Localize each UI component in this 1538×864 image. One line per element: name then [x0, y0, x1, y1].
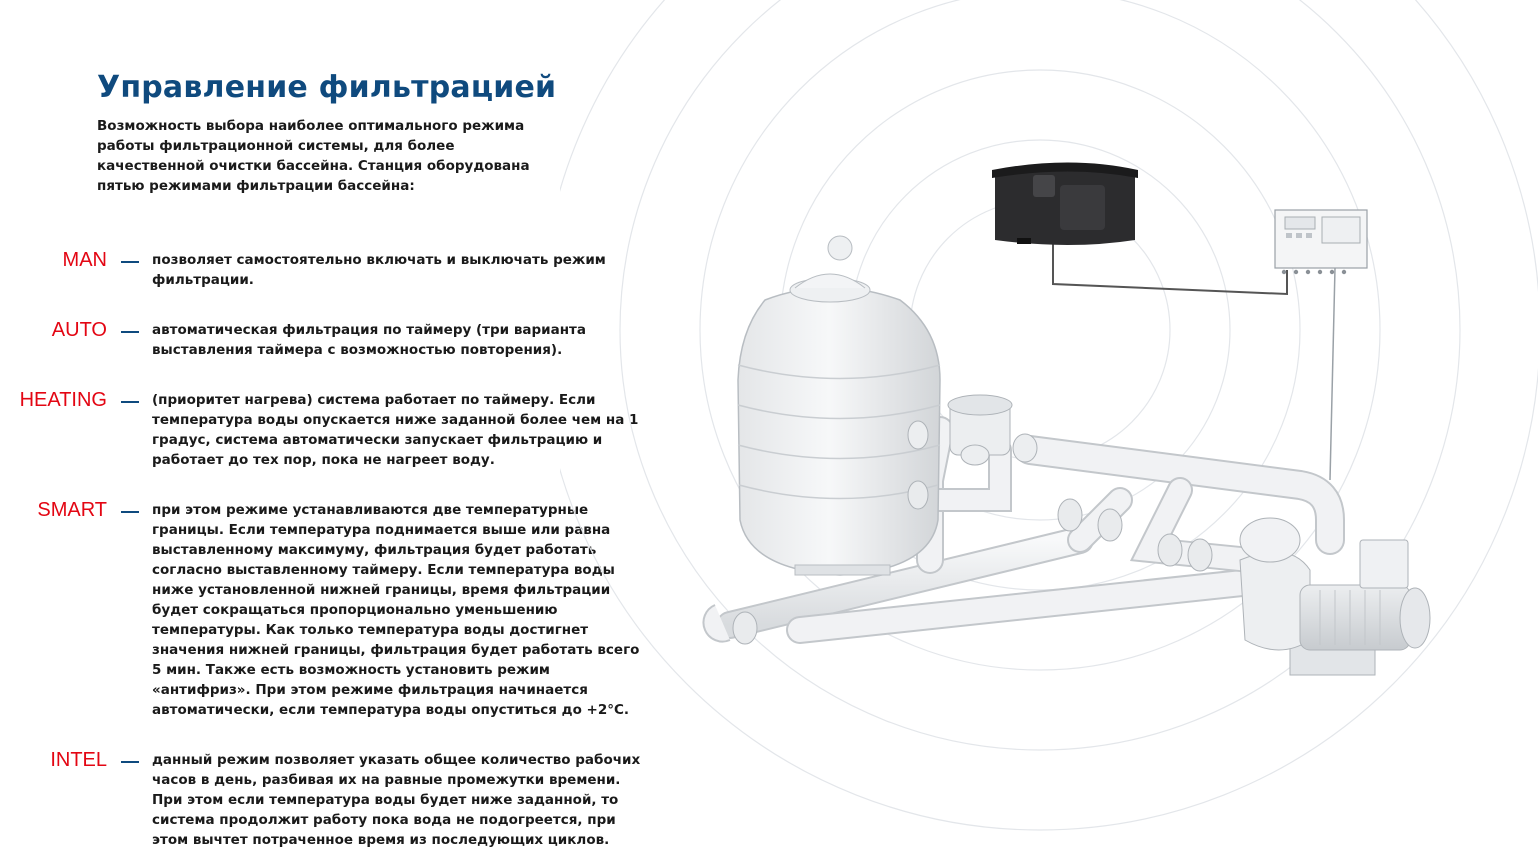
controller-unit	[1275, 210, 1367, 274]
mode-name: MAN	[62, 249, 107, 271]
page-title: Управление фильтрацией	[97, 70, 557, 105]
dash-divider	[121, 511, 139, 513]
dash-divider	[121, 401, 139, 403]
mode-description: при этом режиме устанавливаются две температурные границы. Если температура поднимается выше или равна выставленному максимуму, фильтрация будет работать согласно выставленному таймеру. Если температура воды ниже установленной нижней границы, время фильтрации будет сокращаться пропорционально уменьшению температуры. Как только температура воды достигнет значения нижней границы, фильтрация будет работать всего 5 мин. Также есть возможность установить режим «антифриз». При этом режиме фильтрация начинается автоматически, если температура воды опуститься до +2°С.	[152, 502, 640, 718]
dash-divider	[121, 331, 139, 333]
mode-description: данный режим позволяет указать общее количество рабочих часов в день, разбивая их на равные промежутки времени. При этом если температура воды будет ниже заданной, то система продолжит работу пока вода не подогреется, при этом вычтет потраченное время из последующих циклов.	[152, 752, 641, 848]
intro-text: Возможность выбора наиболее оптимального режима работы фильтрационной системы, для более качественной очистки бассейна. Станция оборудована пятью режимами фильтрации бассейна:	[97, 118, 530, 194]
filter-tank	[738, 236, 940, 575]
mode-description: (приоритет нагрева) система работает по таймеру. Если температура воды опускается ниже заданной более чем на 1 градус, система автоматически запускает фильтрацию и работает до тех пор, пока не нагреет воду.	[152, 392, 639, 468]
signal-circles	[560, 0, 1538, 830]
dash-divider	[121, 261, 139, 263]
filtration-system-illustration	[560, 0, 1538, 864]
mode-name: AUTO	[51, 319, 107, 341]
mode-name: HEATING	[19, 389, 107, 411]
mode-description: автоматическая фильтрация по таймеру (три варианта выставления таймера с возможностью повторения).	[152, 322, 586, 358]
mode-description: позволяет самостоятельно включать и выключать режим фильтрации.	[152, 252, 606, 288]
mode-name: INTEL	[50, 749, 107, 771]
mode-name: SMART	[37, 499, 107, 521]
control-box	[992, 163, 1138, 246]
dash-divider	[121, 761, 139, 763]
